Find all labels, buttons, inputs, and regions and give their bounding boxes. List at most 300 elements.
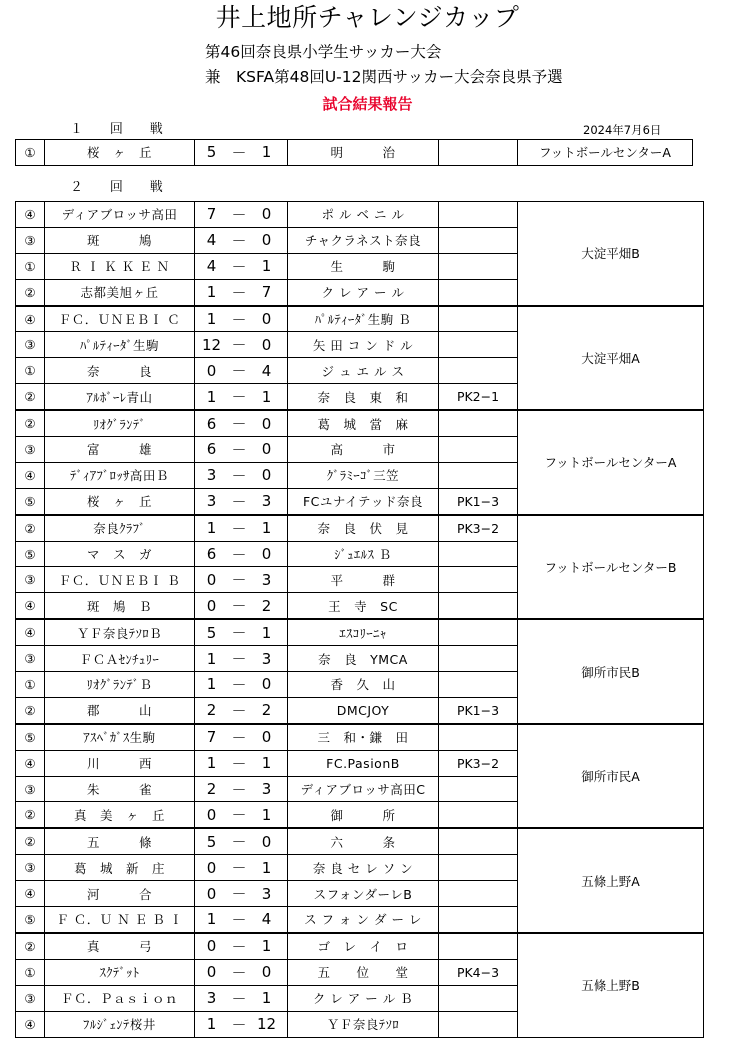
score-dash: － (231, 205, 247, 224)
seed-number: ④ (16, 881, 45, 907)
home-score: 0 (206, 858, 217, 877)
score (195, 230, 287, 251)
home-score: 0 (206, 361, 217, 380)
score (195, 256, 287, 277)
home-score: 7 (206, 205, 217, 224)
home-team: ｱｽﾍﾞｶﾞｽ生駒 (45, 724, 195, 750)
away-score: 1 (261, 754, 272, 773)
score-dash: － (231, 989, 247, 1008)
pk-result (439, 672, 518, 698)
pk-result (439, 462, 518, 488)
score-dash: － (231, 388, 247, 407)
home-team: 真 弓 (45, 933, 195, 959)
home-team: ＦＣ．Ｐａｓｉｏｎ (45, 985, 195, 1011)
home-team: ﾌﾙｼﾞｪﾝﾃ桜井 (45, 1011, 195, 1037)
seed-number: ③ (16, 776, 45, 802)
score-cell (195, 985, 288, 1011)
seed-number: ④ (16, 202, 45, 228)
away-score: 1 (261, 257, 272, 276)
home-score: 1 (206, 649, 217, 668)
score-cell (195, 384, 288, 410)
home-score: 0 (206, 596, 217, 615)
away-team: 葛 城 當 麻 (288, 410, 439, 436)
score (195, 142, 287, 163)
pk-result (439, 1011, 518, 1037)
home-team: 朱 雀 (45, 776, 195, 802)
home-team: 葛 城 新 庄 (45, 855, 195, 881)
away-score: 0 (261, 545, 272, 564)
score-cell (195, 541, 288, 567)
away-score: 3 (261, 780, 272, 799)
away-team: 六 条 (288, 828, 439, 854)
home-score: 3 (206, 989, 217, 1008)
away-team: ゴ レ イ ロ (288, 933, 439, 959)
away-score: 0 (261, 466, 272, 485)
score-dash: － (231, 415, 247, 434)
away-score: 1 (261, 623, 272, 642)
round1-table (15, 139, 693, 166)
seed-number: ④ (16, 462, 45, 488)
venue: 御所市民A (518, 724, 704, 829)
score-cell (195, 907, 288, 933)
seed-number: ③ (16, 985, 45, 1011)
venue: 大淀平畑B (518, 202, 704, 306)
away-team: ジ ュ エ ル ス (288, 358, 439, 384)
home-team: マ ス ガ (45, 541, 195, 567)
home-score: 6 (206, 440, 217, 459)
pk-result (439, 776, 518, 802)
away-score: 0 (261, 963, 272, 982)
venue: フットボールセンターA (518, 140, 693, 166)
match-date: 2024年7月6日 (583, 123, 662, 137)
score-dash: － (231, 597, 247, 616)
score (195, 309, 287, 330)
pk-result (439, 855, 518, 881)
score-cell (195, 855, 288, 881)
seed-number: ③ (16, 332, 45, 358)
score (195, 883, 287, 904)
home-team: 斑 鳩 (45, 227, 195, 253)
away-score: 7 (261, 283, 272, 302)
home-score: 0 (206, 884, 217, 903)
pk-result (439, 437, 518, 463)
round2-table (15, 201, 704, 1038)
away-team: 明 治 (288, 140, 439, 166)
away-team: ｸﾞﾗﾐｰｺﾞ三笠 (288, 462, 439, 488)
away-score: 1 (261, 387, 272, 406)
away-team: 御 所 (288, 802, 439, 828)
score (195, 909, 287, 930)
score-cell (195, 227, 288, 253)
score-cell (195, 672, 288, 698)
home-team: 五 條 (45, 828, 195, 854)
home-score: 2 (206, 780, 217, 799)
venue: 五條上野B (518, 933, 704, 1037)
score-cell (195, 802, 288, 828)
away-team: ポ ル ベ ニ ル (288, 202, 439, 228)
pk-result: PK1−3 (439, 697, 518, 723)
score-cell (195, 619, 288, 645)
score-cell (195, 646, 288, 672)
home-team: ﾘｵｸﾞﾗﾝﾃﾞＢ (45, 672, 195, 698)
away-score: 0 (261, 335, 272, 354)
score-dash: － (231, 701, 247, 720)
home-score: 7 (206, 728, 217, 747)
home-team: ＦＣ．ＵＮＥＢＩ Ｃ (45, 306, 195, 332)
score (195, 648, 287, 669)
seed-number: ② (16, 279, 45, 305)
seed-number: ① (16, 253, 45, 279)
seed-number: ④ (16, 619, 45, 645)
score (195, 1014, 287, 1035)
pk-result (439, 279, 518, 305)
away-team: 三 和・鎌 田 (288, 724, 439, 750)
away-team: ﾊﾟﾙﾃｨｰﾀﾞ生駒 Ｂ (288, 306, 439, 332)
away-score: 0 (261, 440, 272, 459)
away-score: 1 (261, 937, 272, 956)
score-dash: － (231, 859, 247, 878)
score-dash: － (231, 1015, 247, 1034)
home-team: Ｒ Ｉ Ｋ Ｋ Ｅ Ｎ (45, 253, 195, 279)
score-cell (195, 332, 288, 358)
score (195, 988, 287, 1009)
seed-number: ⑤ (16, 541, 45, 567)
score-cell (195, 306, 288, 332)
home-score: 1 (206, 1015, 217, 1034)
seed-number: ① (16, 140, 45, 166)
seed-number: ② (16, 933, 45, 959)
home-score: 0 (206, 937, 217, 956)
away-team: 五 位 堂 (288, 959, 439, 985)
home-team: 河 合 (45, 881, 195, 907)
match-row (16, 306, 704, 332)
score-cell (195, 462, 288, 488)
pk-result (439, 140, 518, 166)
score (195, 569, 287, 590)
score (195, 465, 287, 486)
score-dash: － (231, 283, 247, 302)
score (195, 700, 287, 721)
seed-number: ③ (16, 855, 45, 881)
home-team: 志都美旭ヶ丘 (45, 279, 195, 305)
match-row (16, 828, 704, 854)
score-cell (195, 959, 288, 985)
score (195, 622, 287, 643)
report-heading: 試合結果報告 (322, 95, 413, 113)
away-team: 王 寺 SC (288, 593, 439, 619)
match-row (16, 140, 693, 166)
pk-result (439, 567, 518, 593)
score-cell (195, 253, 288, 279)
score-cell (195, 515, 288, 541)
away-score: 3 (261, 649, 272, 668)
venue: フットボールセンターA (518, 410, 704, 515)
home-team: ｱﾙﾎﾞｰﾚ青山 (45, 384, 195, 410)
home-score: 1 (206, 283, 217, 302)
pk-result (439, 593, 518, 619)
home-score: 4 (206, 257, 217, 276)
match-row (16, 202, 704, 228)
away-team: 生 駒 (288, 253, 439, 279)
away-score: 2 (261, 701, 272, 720)
score-dash: － (231, 910, 247, 929)
home-score: 1 (206, 910, 217, 929)
venue: 御所市民B (518, 619, 704, 724)
seed-number: ② (16, 410, 45, 436)
away-team: ｴｽｺﾘｰﾆｬ (288, 619, 439, 645)
away-score: 2 (261, 596, 272, 615)
away-team: ディアブロッサ高田C (288, 776, 439, 802)
home-score: 0 (206, 570, 217, 589)
score-cell (195, 828, 288, 854)
score-cell (195, 1011, 288, 1037)
score-cell (195, 279, 288, 305)
away-team: ス フ ォ ン ダ ー レ (288, 907, 439, 933)
away-team: 香 久 山 (288, 672, 439, 698)
home-score: 1 (206, 675, 217, 694)
pk-result (439, 410, 518, 436)
match-row (16, 410, 704, 436)
score (195, 831, 287, 852)
match-row (16, 619, 704, 645)
away-team: ク レ ア ー ル Ｂ (288, 985, 439, 1011)
score-cell (195, 358, 288, 384)
seed-number: ③ (16, 646, 45, 672)
home-team: ｽｸﾃﾞｯﾄ (45, 959, 195, 985)
seed-number: ① (16, 672, 45, 698)
score-cell (195, 933, 288, 959)
away-score: 12 (256, 1015, 277, 1034)
pk-result: PK1−3 (439, 488, 518, 514)
home-team: ＹＦ奈良ﾃｿﾛＢ (45, 619, 195, 645)
pk-result (439, 202, 518, 228)
venue: フットボールセンターB (518, 515, 704, 620)
home-team: ＦＣ．ＵＮＥＢＩ Ｂ (45, 567, 195, 593)
subtitle-qualifier: 兼 KSFA第48回U-12関西サッカー大会奈良県予選 (205, 68, 563, 86)
away-score: 3 (261, 492, 272, 511)
venue: 五條上野A (518, 828, 704, 933)
match-row (16, 933, 704, 959)
away-team: FC.PasionB (288, 750, 439, 776)
match-row (16, 724, 704, 750)
seed-number: ② (16, 828, 45, 854)
score-cell (195, 202, 288, 228)
score (195, 491, 287, 512)
home-score: 1 (206, 387, 217, 406)
home-team: 真 美 ヶ 丘 (45, 802, 195, 828)
page-title: 井上地所チャレンジカップ (215, 3, 520, 32)
score-dash: － (231, 492, 247, 511)
pk-result (439, 306, 518, 332)
score-dash: － (231, 754, 247, 773)
score-dash: － (231, 571, 247, 590)
away-score: 3 (261, 884, 272, 903)
pk-result (439, 541, 518, 567)
score-dash: － (231, 440, 247, 459)
away-score: 1 (261, 143, 272, 162)
seed-number: ② (16, 697, 45, 723)
pk-result (439, 619, 518, 645)
seed-number: ③ (16, 567, 45, 593)
seed-number: ② (16, 384, 45, 410)
away-score: 1 (261, 805, 272, 824)
home-team: ﾊﾟﾙﾃｨｰﾀﾞ生駒 (45, 332, 195, 358)
score-dash: － (231, 257, 247, 276)
home-team: ＦＣＡｾﾝﾁｭﾘｰ (45, 646, 195, 672)
home-team: 斑 鳩 Ｂ (45, 593, 195, 619)
score-dash: － (231, 937, 247, 956)
seed-number: ② (16, 802, 45, 828)
score-cell (195, 776, 288, 802)
pk-result (439, 933, 518, 959)
home-score: 5 (206, 832, 217, 851)
home-team: ﾘｵｸﾞﾗﾝﾃﾞ (45, 410, 195, 436)
pk-result (439, 907, 518, 933)
score-dash: － (231, 963, 247, 982)
score-dash: － (231, 806, 247, 825)
score-dash: － (231, 780, 247, 799)
home-team: 奈 良 (45, 358, 195, 384)
home-score: 6 (206, 545, 217, 564)
score (195, 936, 287, 957)
score (195, 386, 287, 407)
home-team: 桜 ヶ 丘 (45, 488, 195, 514)
seed-number: ① (16, 959, 45, 985)
score (195, 779, 287, 800)
away-score: 1 (261, 519, 272, 538)
seed-number: ④ (16, 306, 45, 332)
seed-number: ④ (16, 750, 45, 776)
away-team: 奈 良 東 和 (288, 384, 439, 410)
seed-number: ② (16, 515, 45, 541)
score (195, 518, 287, 539)
away-team: FCユナイテッド奈良 (288, 488, 439, 514)
score-cell (195, 724, 288, 750)
away-score: 4 (261, 361, 272, 380)
venue: 大淀平畑A (518, 306, 704, 411)
home-score: 5 (206, 143, 217, 162)
seed-number: ① (16, 358, 45, 384)
away-score: 0 (261, 675, 272, 694)
pk-result: PK2−1 (439, 384, 518, 410)
away-team: DMCJOY (288, 697, 439, 723)
home-score: 0 (206, 963, 217, 982)
pk-result (439, 358, 518, 384)
pk-result (439, 646, 518, 672)
away-score: 0 (261, 205, 272, 224)
score-cell (195, 140, 288, 166)
pk-result: PK3−2 (439, 750, 518, 776)
home-team: 郡 山 (45, 697, 195, 723)
round2-label: ２ 回 戦 (70, 180, 164, 195)
away-score: 1 (261, 989, 272, 1008)
away-score: 0 (261, 728, 272, 747)
away-score: 0 (261, 310, 272, 328)
home-score: 1 (206, 519, 217, 538)
score (195, 962, 287, 983)
home-team: 富 雄 (45, 437, 195, 463)
score-dash: － (231, 675, 247, 694)
subtitle-tournament: 第46回奈良県小学生サッカー大会 (205, 43, 442, 61)
round1-label: １ 回 戦 (70, 122, 164, 137)
score-dash: － (231, 545, 247, 564)
score (195, 204, 287, 225)
pk-result (439, 802, 518, 828)
score-cell (195, 750, 288, 776)
score-cell (195, 697, 288, 723)
match-row (16, 515, 704, 541)
away-team: ＹＦ奈良ﾃｿﾛ (288, 1011, 439, 1037)
seed-number: ④ (16, 593, 45, 619)
pk-result (439, 227, 518, 253)
away-score: 3 (261, 570, 272, 589)
home-score: 3 (206, 466, 217, 485)
home-score: 0 (206, 805, 217, 824)
away-team: ｼﾞｭｴﾙｽ Ｂ (288, 541, 439, 567)
pk-result (439, 881, 518, 907)
score (195, 413, 287, 434)
seed-number: ③ (16, 227, 45, 253)
pk-result (439, 724, 518, 750)
seed-number: ⑤ (16, 907, 45, 933)
home-team: ディアブロッサ高田 (45, 202, 195, 228)
home-score: 1 (206, 310, 217, 328)
away-team: ク レ ア ー ル (288, 279, 439, 305)
away-team: 矢 田 コ ン ド ル (288, 332, 439, 358)
score-dash: － (231, 231, 247, 250)
score-cell (195, 488, 288, 514)
score (195, 674, 287, 695)
pk-result: PK4−3 (439, 959, 518, 985)
score (195, 439, 287, 460)
away-score: 4 (261, 910, 272, 929)
score (195, 857, 287, 878)
home-score: 4 (206, 231, 217, 250)
score (195, 804, 287, 825)
away-team: 奈 良 セ レ ソ ン (288, 855, 439, 881)
away-team: 奈 良 YMCA (288, 646, 439, 672)
pk-result (439, 985, 518, 1011)
home-score: 2 (206, 701, 217, 720)
score-dash: － (231, 833, 247, 852)
home-team: Ｆ Ｃ．Ｕ Ｎ Ｅ Ｂ Ｉ (45, 907, 195, 933)
score (195, 753, 287, 774)
away-team: チャクラネスト奈良 (288, 227, 439, 253)
home-team: 川 西 (45, 750, 195, 776)
score-cell (195, 567, 288, 593)
away-team: スフォンダーレB (288, 881, 439, 907)
pk-result (439, 253, 518, 279)
score-dash: － (231, 310, 247, 329)
home-score: 5 (206, 623, 217, 642)
score-dash: － (231, 519, 247, 538)
away-team: 平 群 (288, 567, 439, 593)
score-dash: － (231, 143, 247, 162)
score-dash: － (231, 624, 247, 643)
seed-number: ⑤ (16, 724, 45, 750)
home-team: 桜 ヶ 丘 (45, 140, 195, 166)
score-dash: － (231, 650, 247, 669)
score (195, 360, 287, 381)
away-team: 高 市 (288, 437, 439, 463)
score-dash: － (231, 728, 247, 747)
pk-result (439, 828, 518, 854)
score-cell (195, 881, 288, 907)
score-dash: － (231, 885, 247, 904)
home-score: 12 (201, 335, 222, 354)
home-score: 6 (206, 414, 217, 433)
away-score: 0 (261, 414, 272, 433)
